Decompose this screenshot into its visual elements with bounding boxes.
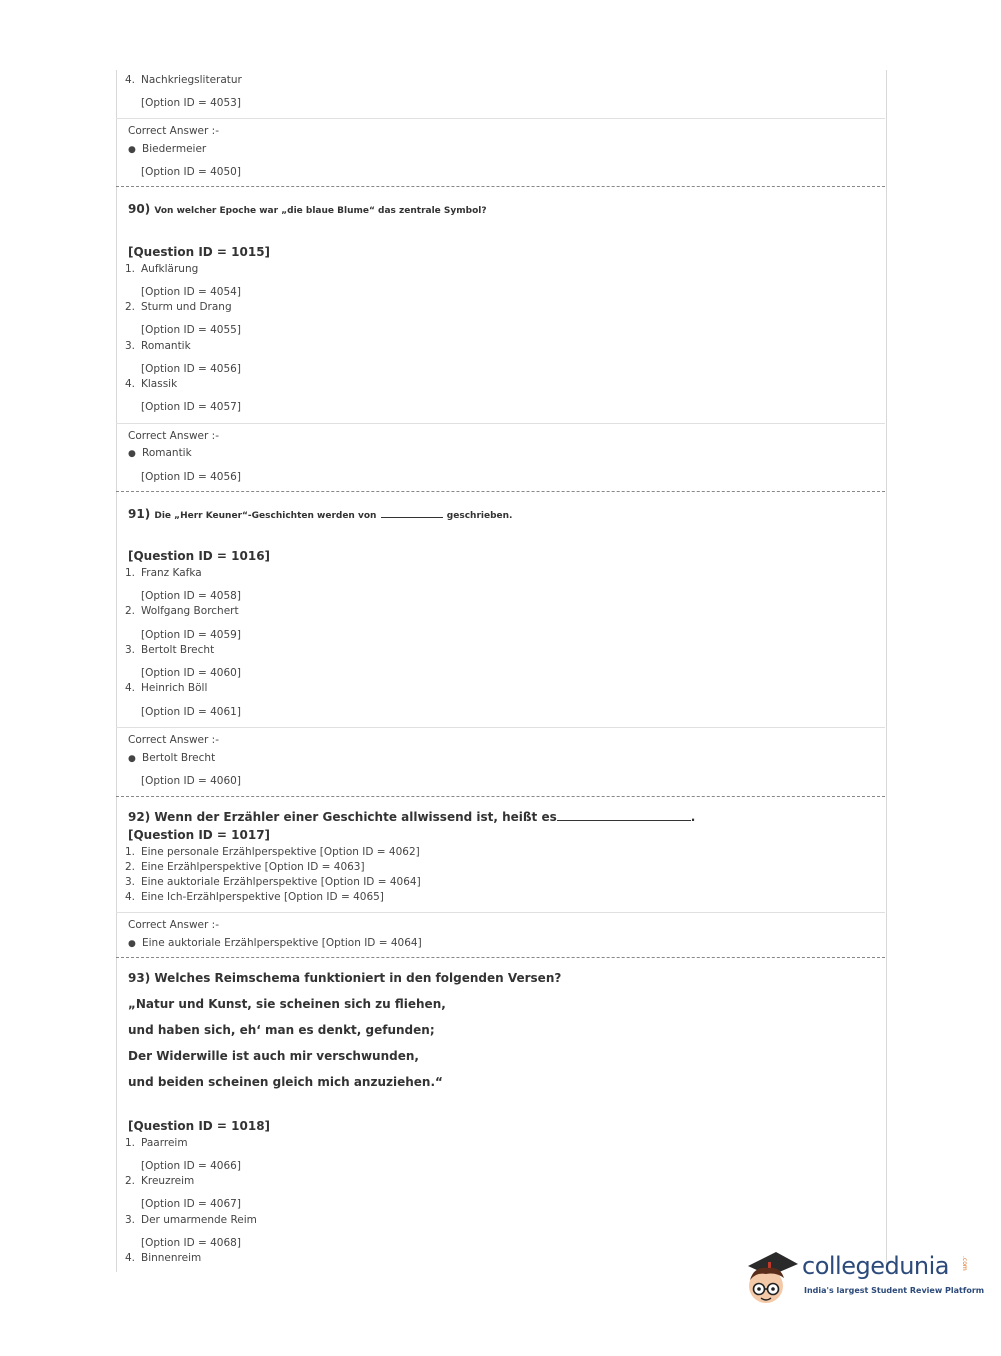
divider <box>116 118 885 119</box>
question-separator <box>116 957 885 958</box>
q91-answer-label: Correct Answer :- <box>128 734 219 746</box>
q93-verse-2: und haben sich, eh‘ man es denkt, gefunden; <box>128 1023 435 1037</box>
q91-answer: ● Bertolt Brecht <box>128 752 216 764</box>
q93-verse-4: und beiden scheinen gleich mich anzuziehen.“ <box>128 1075 443 1089</box>
divider <box>116 727 885 728</box>
q89-answer-label: Correct Answer :- <box>128 125 219 137</box>
q89-answer-id: [Option ID = 4050] <box>141 166 241 178</box>
q90-question-id: [Question ID = 1015] <box>128 245 271 259</box>
question-separator <box>116 186 885 187</box>
q92-answer: ● Eine auktoriale Erzählperspektive [Option ID = 4064] <box>128 937 422 949</box>
q89-answer: ● Biedermeier <box>128 143 207 155</box>
q91-question-id: [Question ID = 1016] <box>128 549 271 563</box>
q91-option-1-id: [Option ID = 4058] <box>141 590 241 602</box>
q90-option-1: 1. Aufklärung <box>125 263 199 275</box>
q90-option-1-id: [Option ID = 4054] <box>141 286 241 298</box>
q93-option-1: 1. Paarreim <box>125 1137 188 1149</box>
q92-option-3: 3. Eine auktoriale Erzählperspektive [Option ID = 4064] <box>125 876 421 888</box>
q92-option-4: 4. Eine Ich-Erzählperspektive [Option ID = 4065] <box>125 891 384 903</box>
q93-option-1-id: [Option ID = 4066] <box>141 1160 241 1172</box>
q92-header: 92) Wenn der Erzähler einer Geschichte allwissend ist, heißt es . <box>128 810 696 824</box>
q93-option-2: 2. Kreuzreim <box>125 1175 195 1187</box>
divider <box>116 912 885 913</box>
q90-option-2-id: [Option ID = 4055] <box>141 324 241 336</box>
q90-option-2: 2. Sturm und Drang <box>125 301 232 313</box>
q90-option-4-id: [Option ID = 4057] <box>141 401 241 413</box>
q92-option-2: 2. Eine Erzählperspektive [Option ID = 4063] <box>125 861 365 873</box>
q89-option-4-id: [Option ID = 4053] <box>141 97 241 109</box>
q90-answer-label: Correct Answer :- <box>128 430 219 442</box>
divider <box>116 423 885 424</box>
q90-option-4: 4. Klassik <box>125 378 178 390</box>
q91-option-4-id: [Option ID = 4061] <box>141 706 241 718</box>
q92-question-id: [Question ID = 1017] <box>128 828 271 842</box>
q90-header: 90) Von welcher Epoche war „die blaue Blume“ das zentrale Symbol? <box>128 202 487 216</box>
q91-option-2: 2. Wolfgang Borchert <box>125 605 239 617</box>
q92-option-1: 1. Eine personale Erzählperspektive [Option ID = 4062] <box>125 846 420 858</box>
q89-option-4: 4. Nachkriegsliteratur <box>125 74 242 86</box>
q92-answer-label: Correct Answer :- <box>128 919 219 931</box>
q93-option-3: 3. Der umarmende Reim <box>125 1214 257 1226</box>
q90-option-3-id: [Option ID = 4056] <box>141 363 241 375</box>
q93-verse-1: „Natur und Kunst, sie scheinen sich zu fliehen, <box>128 997 446 1011</box>
q91-option-3: 3. Bertolt Brecht <box>125 644 215 656</box>
q90-option-3: 3. Romantik <box>125 340 191 352</box>
q90-answer-id: [Option ID = 4056] <box>141 471 241 483</box>
q91-option-3-id: [Option ID = 4060] <box>141 667 241 679</box>
brand-domain: .com <box>961 1256 968 1271</box>
q93-option-4: 4. Binnenreim <box>125 1252 202 1264</box>
q91-option-4: 4. Heinrich Böll <box>125 682 208 694</box>
q93-question-id: [Question ID = 1018] <box>128 1119 271 1133</box>
q93-option-3-id: [Option ID = 4068] <box>141 1237 241 1249</box>
question-separator <box>116 796 885 797</box>
brand-name: collegedunia <box>802 1252 950 1280</box>
q91-answer-id: [Option ID = 4060] <box>141 775 241 787</box>
q90-answer: ● Romantik <box>128 447 192 459</box>
question-separator <box>116 491 885 492</box>
collegedunia-logo <box>742 1248 985 1312</box>
q91-option-2-id: [Option ID = 4059] <box>141 629 241 641</box>
q91-header: 91) Die „Herr Keuner“-Geschichten werden von geschrieben. <box>128 507 513 521</box>
q91-option-1: 1. Franz Kafka <box>125 567 202 579</box>
q93-option-2-id: [Option ID = 4067] <box>141 1198 241 1210</box>
mascot-icon <box>742 1248 800 1310</box>
q93-verse-3: Der Widerwille ist auch mir verschwunden, <box>128 1049 419 1063</box>
q93-header: 93) Welches Reimschema funktioniert in den folgenden Versen? <box>128 971 562 985</box>
brand-tagline: India's largest Student Review Platform <box>804 1286 985 1295</box>
